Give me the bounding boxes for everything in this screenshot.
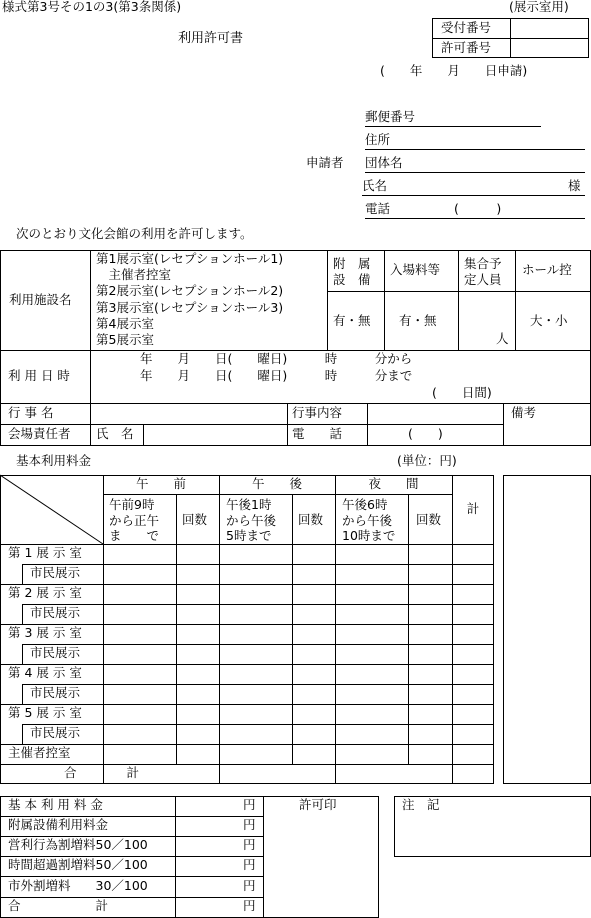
entrance-fee-value[interactable]: 有・無 — [399, 313, 437, 328]
equipment-header-line: 附 属 — [333, 256, 371, 271]
count-header: 回数 — [182, 512, 208, 527]
receipt-number-label: 受付番号 — [441, 20, 492, 35]
organization-label: 団体名 — [365, 155, 403, 170]
phone-paren: ( ) — [454, 201, 502, 216]
usage-to[interactable]: 年 月 日( 曜日) 時 分まで — [140, 368, 413, 383]
postal-code-label: 郵便番号 — [365, 109, 416, 124]
yen-label: 円 — [243, 817, 256, 832]
time-line: から正午 — [109, 512, 160, 528]
row-label-room5-civic: 市民展示 — [30, 725, 81, 740]
yen-label: 円 — [243, 797, 256, 812]
venue-manager-label: 会場責任者 — [8, 426, 71, 441]
afternoon-header: 午 後 — [251, 476, 302, 491]
yen-label: 円 — [243, 837, 256, 852]
applicant-label: 申請者 — [306, 155, 344, 170]
room-item: 第1展示室(レセプションホール1) — [96, 251, 284, 266]
form-number: 様式第3号その1の3(第3条関係) — [2, 0, 182, 14]
sama-label: 様 — [568, 178, 581, 193]
time-line: 午後1時 — [226, 497, 272, 512]
room-item: 第3展示室(レセプションホール3) — [96, 299, 284, 315]
morning-time — [109, 497, 159, 544]
usage-from[interactable]: 年 月 日( 曜日) 時 分から — [140, 351, 413, 366]
event-name-label: 行 事 名 — [8, 405, 54, 420]
time-line: 5時まで — [226, 528, 272, 543]
row-label-room3: 第 3 展 示 室 — [8, 625, 82, 640]
time-line: ま で — [109, 528, 160, 543]
night-header: 夜 間 — [368, 476, 419, 491]
fee-row-equipment: 附属設備利用料金 — [8, 817, 109, 832]
phone-label: 電話 — [365, 201, 391, 216]
permit-number-label: 許可番号 — [441, 40, 492, 55]
row-label-room3-civic: 市民展示 — [30, 645, 81, 660]
hall-room-header: ホール控 — [522, 262, 572, 277]
notes-label: 注 記 — [402, 797, 440, 812]
row-label-host-room: 主催者控室 — [8, 745, 71, 760]
equipment-header-line: 設 備 — [333, 272, 371, 287]
remarks-label: 備考 — [511, 405, 537, 420]
row-label-room4-civic: 市民展示 — [30, 685, 81, 700]
time-line: から午後 — [226, 512, 277, 528]
fee-row-commercial: 営利行為割増料50／100 — [8, 837, 148, 852]
room-item: 主催者控室 — [96, 267, 172, 283]
room-item: 第4展示室 — [96, 315, 154, 331]
permit-seal-label: 許可印 — [299, 797, 337, 812]
time-line: 午前9時 — [109, 497, 155, 512]
hall-room-value[interactable]: 大・小 — [530, 313, 568, 328]
usage-datetime-label: 利 用 日 時 — [8, 368, 70, 383]
time-line: 午後6時 — [342, 497, 388, 512]
count-header: 回数 — [416, 512, 442, 527]
manager-name-label: 氏 名 — [96, 426, 134, 441]
unit-label: (単位：円) — [397, 453, 457, 468]
address-label: 住所 — [365, 132, 391, 147]
row-label-room5: 第 5 展 示 室 — [8, 705, 82, 720]
capacity-header-line: 集合予 — [464, 256, 502, 271]
capacity-unit: 人 — [496, 331, 509, 346]
facility-label: 利用施設名 — [9, 292, 72, 307]
equipment-value[interactable]: 有・無 — [333, 313, 371, 328]
row-label-room2: 第 2 展 示 室 — [8, 585, 82, 600]
row-label-room1-civic: 市民展示 — [30, 565, 81, 580]
morning-header: 午 前 — [135, 476, 186, 491]
entrance-fee-header: 入場料等 — [390, 262, 441, 277]
fee-row-basic: 基 本 利 用 料 金 — [8, 797, 103, 812]
usage-tag: (展示室用) — [509, 0, 569, 14]
usage-days[interactable]: ( 日間) — [432, 385, 492, 400]
intro-text: 次のとおり文化会館の利用を許可します。 — [16, 226, 253, 241]
yen-label: 円 — [243, 857, 256, 872]
sum-row-label: 合 計 — [64, 765, 140, 780]
fee-row-total: 合 計 — [8, 898, 109, 913]
yen-label: 円 — [243, 878, 256, 893]
room-item: 第5展示室 — [96, 332, 154, 348]
count-header: 回数 — [298, 512, 324, 527]
yen-label: 円 — [243, 898, 256, 913]
room-item: 第2展示室(レセプションホール2) — [96, 283, 284, 299]
row-label-room1: 第 1 展 示 室 — [8, 545, 82, 560]
name-label: 氏名 — [362, 178, 388, 193]
page-title: 利用許可書 — [178, 31, 244, 46]
night-time — [342, 497, 395, 544]
manager-phone-label: 電 話 — [292, 426, 343, 441]
capacity-header-line: 定人員 — [464, 272, 502, 287]
event-content-label: 行事内容 — [292, 405, 343, 420]
manager-phone-field[interactable]: ( ) — [408, 426, 443, 441]
row-label-room4: 第 4 展 示 室 — [8, 665, 82, 680]
fee-row-overtime: 時間超過割増料50／100 — [8, 857, 148, 872]
afternoon-time — [226, 497, 276, 544]
total-column-header: 計 — [466, 501, 480, 516]
row-label-room2-civic: 市民展示 — [30, 605, 81, 620]
application-date: ( 年 月 日申請) — [380, 63, 528, 78]
time-line: 10時まで — [342, 528, 396, 543]
fee-row-outside-city: 市外割増料 30／100 — [8, 878, 148, 893]
time-line: から午後 — [342, 512, 393, 528]
basic-fee-title: 基本利用料金 — [16, 453, 92, 468]
permit-seal-area[interactable] — [264, 816, 378, 916]
